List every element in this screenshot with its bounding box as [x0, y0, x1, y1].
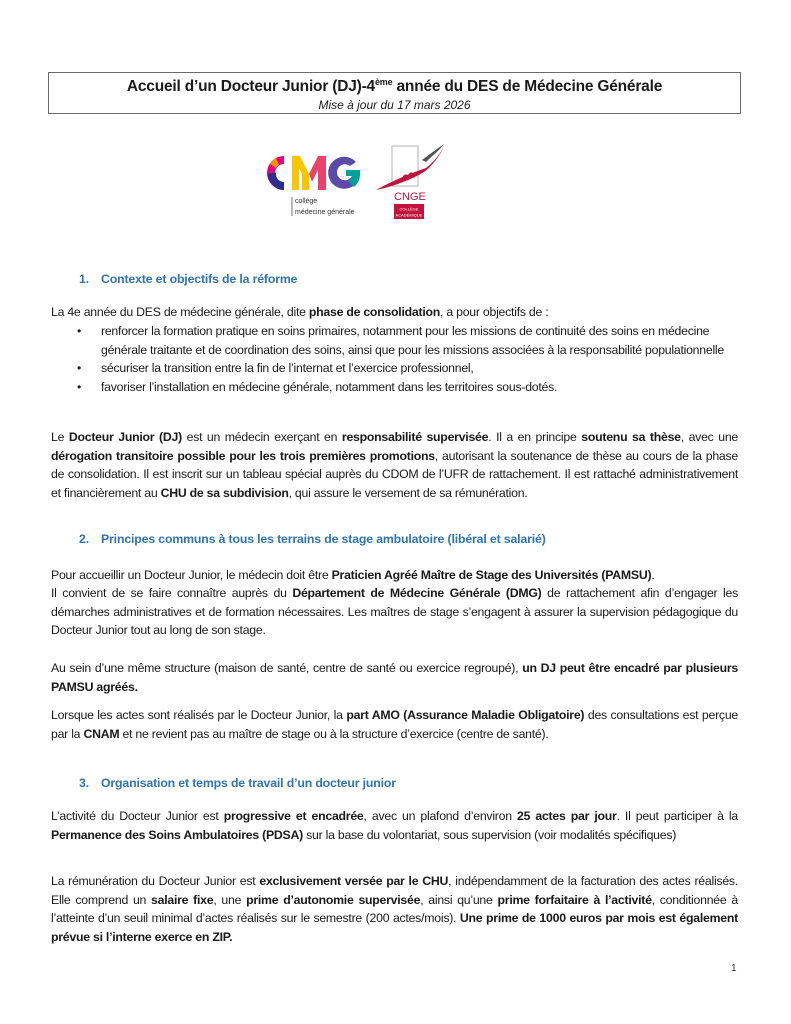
- text-run: est un médecin exerçant en: [181, 430, 342, 444]
- emphasized-text: Permanence des Soins Ambulatoires (PDSA): [51, 827, 303, 842]
- section-number: 3.: [79, 776, 89, 790]
- text-run: , indépendamment de la facturation des actes réalisés. Elle comprend un: [51, 874, 738, 907]
- section-3-paragraph-1: [51, 807, 738, 844]
- cmg-logo: [262, 150, 366, 222]
- text-run: Il convient de se faire connaître auprès du: [51, 586, 293, 600]
- section-number: 2.: [79, 532, 89, 546]
- section-3-paragraph-2: [51, 872, 738, 946]
- document-title: [49, 77, 740, 96]
- emphasized-text: CNAM: [83, 726, 120, 741]
- cnge-badge-line1: COLLÈGE: [399, 206, 419, 212]
- emphasized-text: dérogation transitoire possible pour les trois premières promotions: [51, 448, 435, 463]
- title-text-end: année du DES de Médecine Générale: [392, 78, 663, 96]
- title-superscript: ème: [374, 77, 393, 87]
- text-run: , ainsi qu’une: [420, 892, 498, 907]
- cnge-badge-line2: ACADÉMIQUE: [395, 212, 423, 218]
- title-text: Accueil d’un Docteur Junior (DJ)-4: [126, 78, 375, 96]
- emphasized-text: salaire fixe: [151, 892, 214, 907]
- section-2-paragraph-2: [51, 659, 738, 696]
- list-item-text: favoriser l’installation en médecine générale, notamment dans les territoires sous-dotés.: [101, 379, 558, 394]
- bullet-icon: •: [77, 361, 82, 376]
- list-item-text: sécuriser la transition entre la fin de l’internat et l’exercice professionnel,: [101, 361, 474, 376]
- section-title: Principes communs à tous les terrains de stage ambulatoire (libéral et salarié): [101, 532, 546, 546]
- section-2-heading: [79, 532, 546, 546]
- emphasized-text: exclusivement versée par le CHU: [259, 874, 449, 888]
- section-3-heading: [79, 776, 396, 790]
- emphasized-text: soutenu sa thèse: [581, 430, 681, 444]
- text-run: . Il peut participer à la: [616, 809, 738, 823]
- emphasized-text: prime d’autonomie supervisée: [246, 892, 421, 907]
- cnge-name: CNGE: [394, 191, 426, 203]
- section-2-paragraph-1b: [51, 584, 738, 640]
- text-run: , avec un plafond d’environ: [363, 809, 518, 823]
- update-date: Mise à jour du 17 mars 2026: [318, 98, 471, 113]
- logos: [262, 142, 452, 222]
- text-run: Pour accueillir un Docteur Junior, le médecin doit être: [51, 568, 332, 582]
- list-item: [51, 378, 741, 397]
- section-1-heading: [79, 272, 297, 286]
- text-run: L’activité du Docteur Junior est: [51, 809, 224, 823]
- text-run: sur la base du volontariat, sous supervision (voir modalités spécifiques): [302, 827, 677, 842]
- emphasized-text: 25 actes par jour: [517, 809, 617, 823]
- emphasized-text: Une prime de 1000 euros par mois est également prévue si l’interne exerce en ZIP.: [51, 911, 738, 944]
- text-run: et ne revient pas au maître de stage ou à la structure d’exercice (centre de santé).: [119, 726, 549, 741]
- page-number: 1: [731, 963, 737, 974]
- section-2-paragraph-1: [51, 566, 738, 585]
- list-item-text: renforcer la formation pratique en soins primaires, notamment pour les missions de continuité des soins en médecine générale traitante et de coordination des soins, ainsi que pour les missions associées à la responsabilité populationnelle: [101, 324, 725, 357]
- emphasized-text: Département de Médecine Générale (DMG): [292, 586, 542, 600]
- emphasized-text: part AMO (Assurance Maladie Obligatoire): [346, 708, 585, 722]
- emphasized-text: prime forfaitaire à l’activité: [497, 892, 652, 907]
- text-run: , autorisant la soutenance de thèse au cours de la phase de consolidation. Il est inscrit sur un tableau spécial auprès du CDOM de l’UFR de rattachement. Il est rattaché administrativement et financièrement au: [51, 448, 738, 500]
- list-item: [51, 322, 741, 359]
- text-run: La 4e année du DES de médecine générale, dite: [51, 305, 309, 319]
- emphasized-text: phase de consolidation: [308, 305, 441, 319]
- section-title: Contexte et objectifs de la réforme: [101, 272, 298, 286]
- text-run: Le: [51, 430, 69, 444]
- emphasized-text: Praticien Agréé Maître de Stage des Universités (PAMSU): [331, 568, 652, 582]
- text-run: La rémunération du Docteur Junior est: [51, 874, 260, 888]
- text-run: Au sein d’une même structure (maison de santé, centre de santé ou exercice regroupé),: [51, 661, 523, 675]
- text-run: , une: [213, 892, 247, 907]
- text-run: , conditionnée à l’atteinte d’un seuil minimal d’actes réalisés sur le semestre (200 actes/mois).: [51, 892, 738, 926]
- cmg-line2: médecine générale: [295, 209, 355, 216]
- bullet-icon: •: [77, 324, 82, 338]
- text-run: , qui assure le versement de sa rémunération.: [288, 485, 528, 500]
- title-box: [48, 72, 741, 114]
- bullet-icon: •: [77, 379, 82, 394]
- text-run: .: [651, 568, 655, 582]
- section-1-paragraph: [51, 428, 738, 502]
- text-run: des consultations est perçue par la: [51, 708, 739, 741]
- section-2-paragraph-3: [51, 706, 738, 743]
- text-run: , avec une: [680, 430, 739, 444]
- emphasized-text: Docteur Junior (DJ): [68, 430, 182, 444]
- text-run: . Il a en principe: [488, 430, 582, 444]
- section-1-intro: [51, 303, 738, 322]
- objectives-list: [51, 322, 741, 396]
- cmg-line1: collège: [295, 198, 318, 205]
- emphasized-text: progressive et encadrée: [223, 809, 364, 823]
- text-run: , a pour objectifs de :: [440, 305, 549, 319]
- section-title: Organisation et temps de travail d’un docteur junior: [101, 776, 396, 790]
- section-number: 1.: [79, 272, 89, 286]
- cnge-logo: [374, 142, 450, 222]
- emphasized-text: un DJ peut être encadré par plusieurs PAMSU agréés.: [51, 661, 738, 694]
- text-run: Lorsque les actes sont réalisés par le Docteur Junior, la: [51, 708, 347, 722]
- list-item: [51, 359, 741, 378]
- text-run: de rattachement afin d’engager les démarches administratives et de formation nécessaires. Les maîtres de stage s’engagent à assurer la supervision pédagogique du Docteur Junior tout au long de son stage.: [51, 586, 738, 638]
- emphasized-text: CHU de sa subdivision: [160, 485, 289, 500]
- emphasized-text: responsabilité supervisée: [341, 430, 489, 444]
